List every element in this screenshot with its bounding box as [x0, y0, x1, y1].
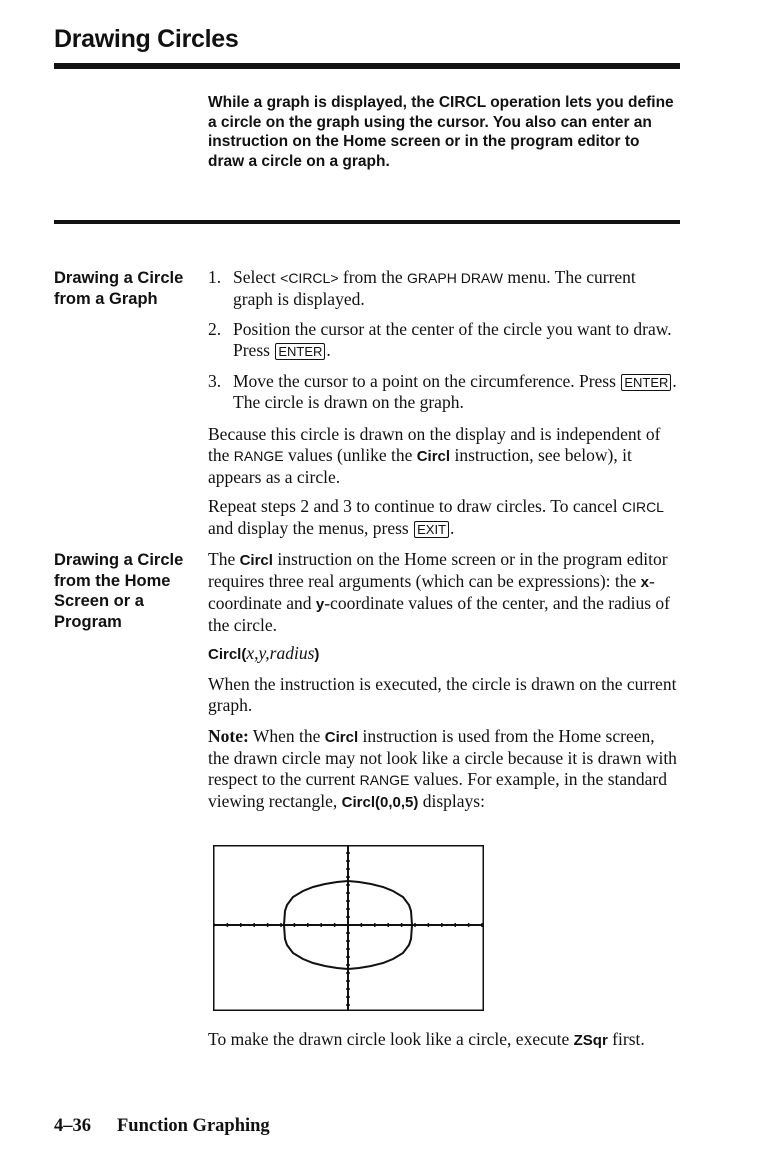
- enter-key: ENTER: [621, 374, 671, 391]
- final-paragraph: To make the drawn circle look like a circle, execute ZSqr first.: [208, 1029, 645, 1049]
- page-footer: [54, 1116, 270, 1137]
- section2-heading: Drawing a Circle from the Home Screen or a Program: [54, 551, 184, 631]
- footer-section-title: Function Graphing: [117, 1116, 270, 1136]
- page-title: Drawing Circles: [54, 25, 239, 53]
- section1-paragraph-2: Repeat steps 2 and 3 to continue to draw circles. To cancel CIRCL and display the menus, press EXIT .: [208, 496, 664, 538]
- graph-draw-menu-label: GRAPH DRAW: [407, 270, 503, 286]
- section1-paragraph-1: Because this circle is drawn on the display and is independent of the RANGE values (unlike the Circl instruction, see below), it appears as a circle.: [208, 424, 661, 487]
- section2-paragraph-1: The Circl instruction on the Home screen or in the program editor requires three real arguments (which can be expressions): the x-coordinate and y-coordinate values of the center, and the radius of the circle.: [208, 549, 670, 635]
- circl-menu-label: <CIRCL>: [280, 270, 339, 286]
- step-2: 2. Position the cursor at the center of the circle you want to draw. Press ENTER .: [208, 319, 672, 360]
- page-number: 4–36: [54, 1116, 91, 1136]
- exit-key: EXIT: [414, 521, 449, 538]
- title-rule: [54, 63, 680, 69]
- enter-key: ENTER: [275, 343, 325, 360]
- intro-paragraph: While a graph is displayed, the CIRCL operation lets you define a circle on the graph using the cursor. You also can enter an instruction on the Home screen or in the program editor to draw a circle on a graph.: [208, 94, 674, 170]
- step-1: 1. Select <CIRCL> from the GRAPH DRAW menu. The current graph is displayed.: [208, 267, 636, 309]
- section1-heading: Drawing a Circle from a Graph: [54, 269, 184, 308]
- section2-paragraph-2: When the instruction is executed, the circle is drawn on the current graph.: [208, 674, 677, 715]
- note-paragraph: Note: When the Circl instruction is used from the Home screen, the drawn circle may not look like a circle because it is drawn with respect to the current RANGE values. For example, in the standard viewing rectangle, Circl(0,0,5) displays:: [208, 726, 677, 811]
- syntax-line: Circl(x,y,radius): [208, 643, 320, 663]
- calculator-screen-graph: [213, 845, 484, 1011]
- step-3: 3. Move the cursor to a point on the circumference. Press ENTER . The circle is drawn on the graph.: [208, 371, 677, 412]
- section-rule: [54, 220, 680, 224]
